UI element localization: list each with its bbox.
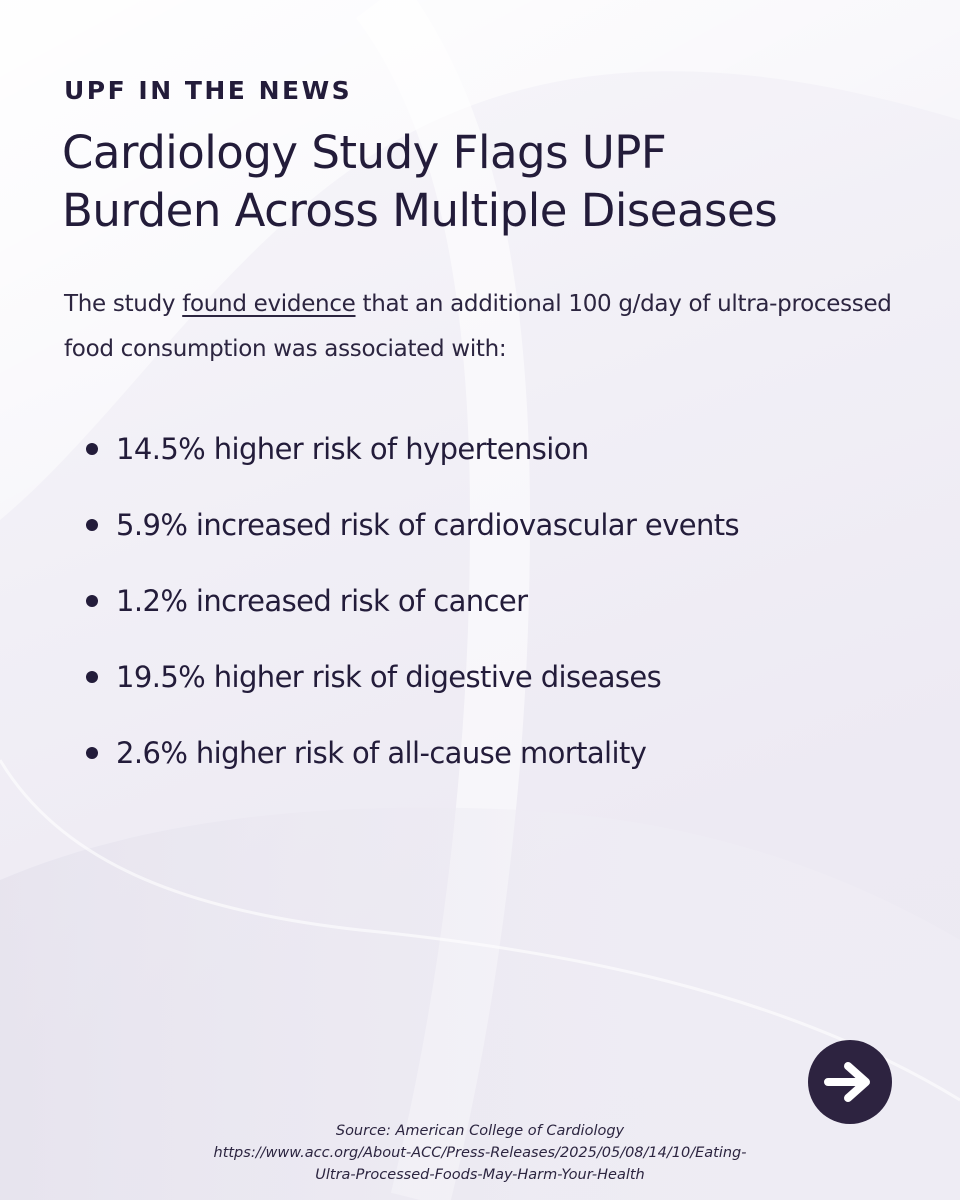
source-citation xyxy=(130,1120,830,1186)
finding-text: 5.9% increased risk of cardiovascular events xyxy=(116,508,739,542)
source-url-line-1: https://www.acc.org/About-ACC/Press-Releases/2025/05/08/14/10/Eating- xyxy=(213,1145,747,1161)
headline-line-1: Cardiology Study Flags UPF xyxy=(62,126,667,179)
findings-list xyxy=(86,424,906,804)
finding-item xyxy=(86,424,906,500)
next-slide-button[interactable] xyxy=(808,1040,892,1124)
arrow-right-icon xyxy=(824,1060,876,1104)
finding-item xyxy=(86,576,906,652)
headline-line-2: Burden Across Multiple Diseases xyxy=(62,184,778,237)
source-line-1: Source: American College of Cardiology xyxy=(335,1123,625,1139)
headline xyxy=(62,124,922,240)
source-url-line-2: Ultra-Processed-Foods-May-Harm-Your-Health xyxy=(315,1167,645,1183)
bullet-icon xyxy=(86,595,98,607)
intro-text-before: The study xyxy=(64,291,183,317)
finding-text: 14.5% higher risk of hypertension xyxy=(116,432,589,466)
intro-paragraph xyxy=(64,282,894,372)
bullet-icon xyxy=(86,747,98,759)
finding-text: 19.5% higher risk of digestive diseases xyxy=(116,660,662,694)
eyebrow-label: UPF IN THE NEWS xyxy=(64,76,353,105)
finding-item xyxy=(86,500,906,576)
finding-item xyxy=(86,728,906,804)
intro-text-after: that an additional 100 g/day of ultra-processed food consumption was associated with: xyxy=(64,291,892,362)
bullet-icon xyxy=(86,519,98,531)
bullet-icon xyxy=(86,671,98,683)
finding-text: 2.6% higher risk of all-cause mortality xyxy=(116,736,647,770)
finding-item xyxy=(86,652,906,728)
finding-text: 1.2% increased risk of cancer xyxy=(116,584,528,618)
bullet-icon xyxy=(86,443,98,455)
found-evidence-link[interactable]: found evidence xyxy=(182,291,356,317)
